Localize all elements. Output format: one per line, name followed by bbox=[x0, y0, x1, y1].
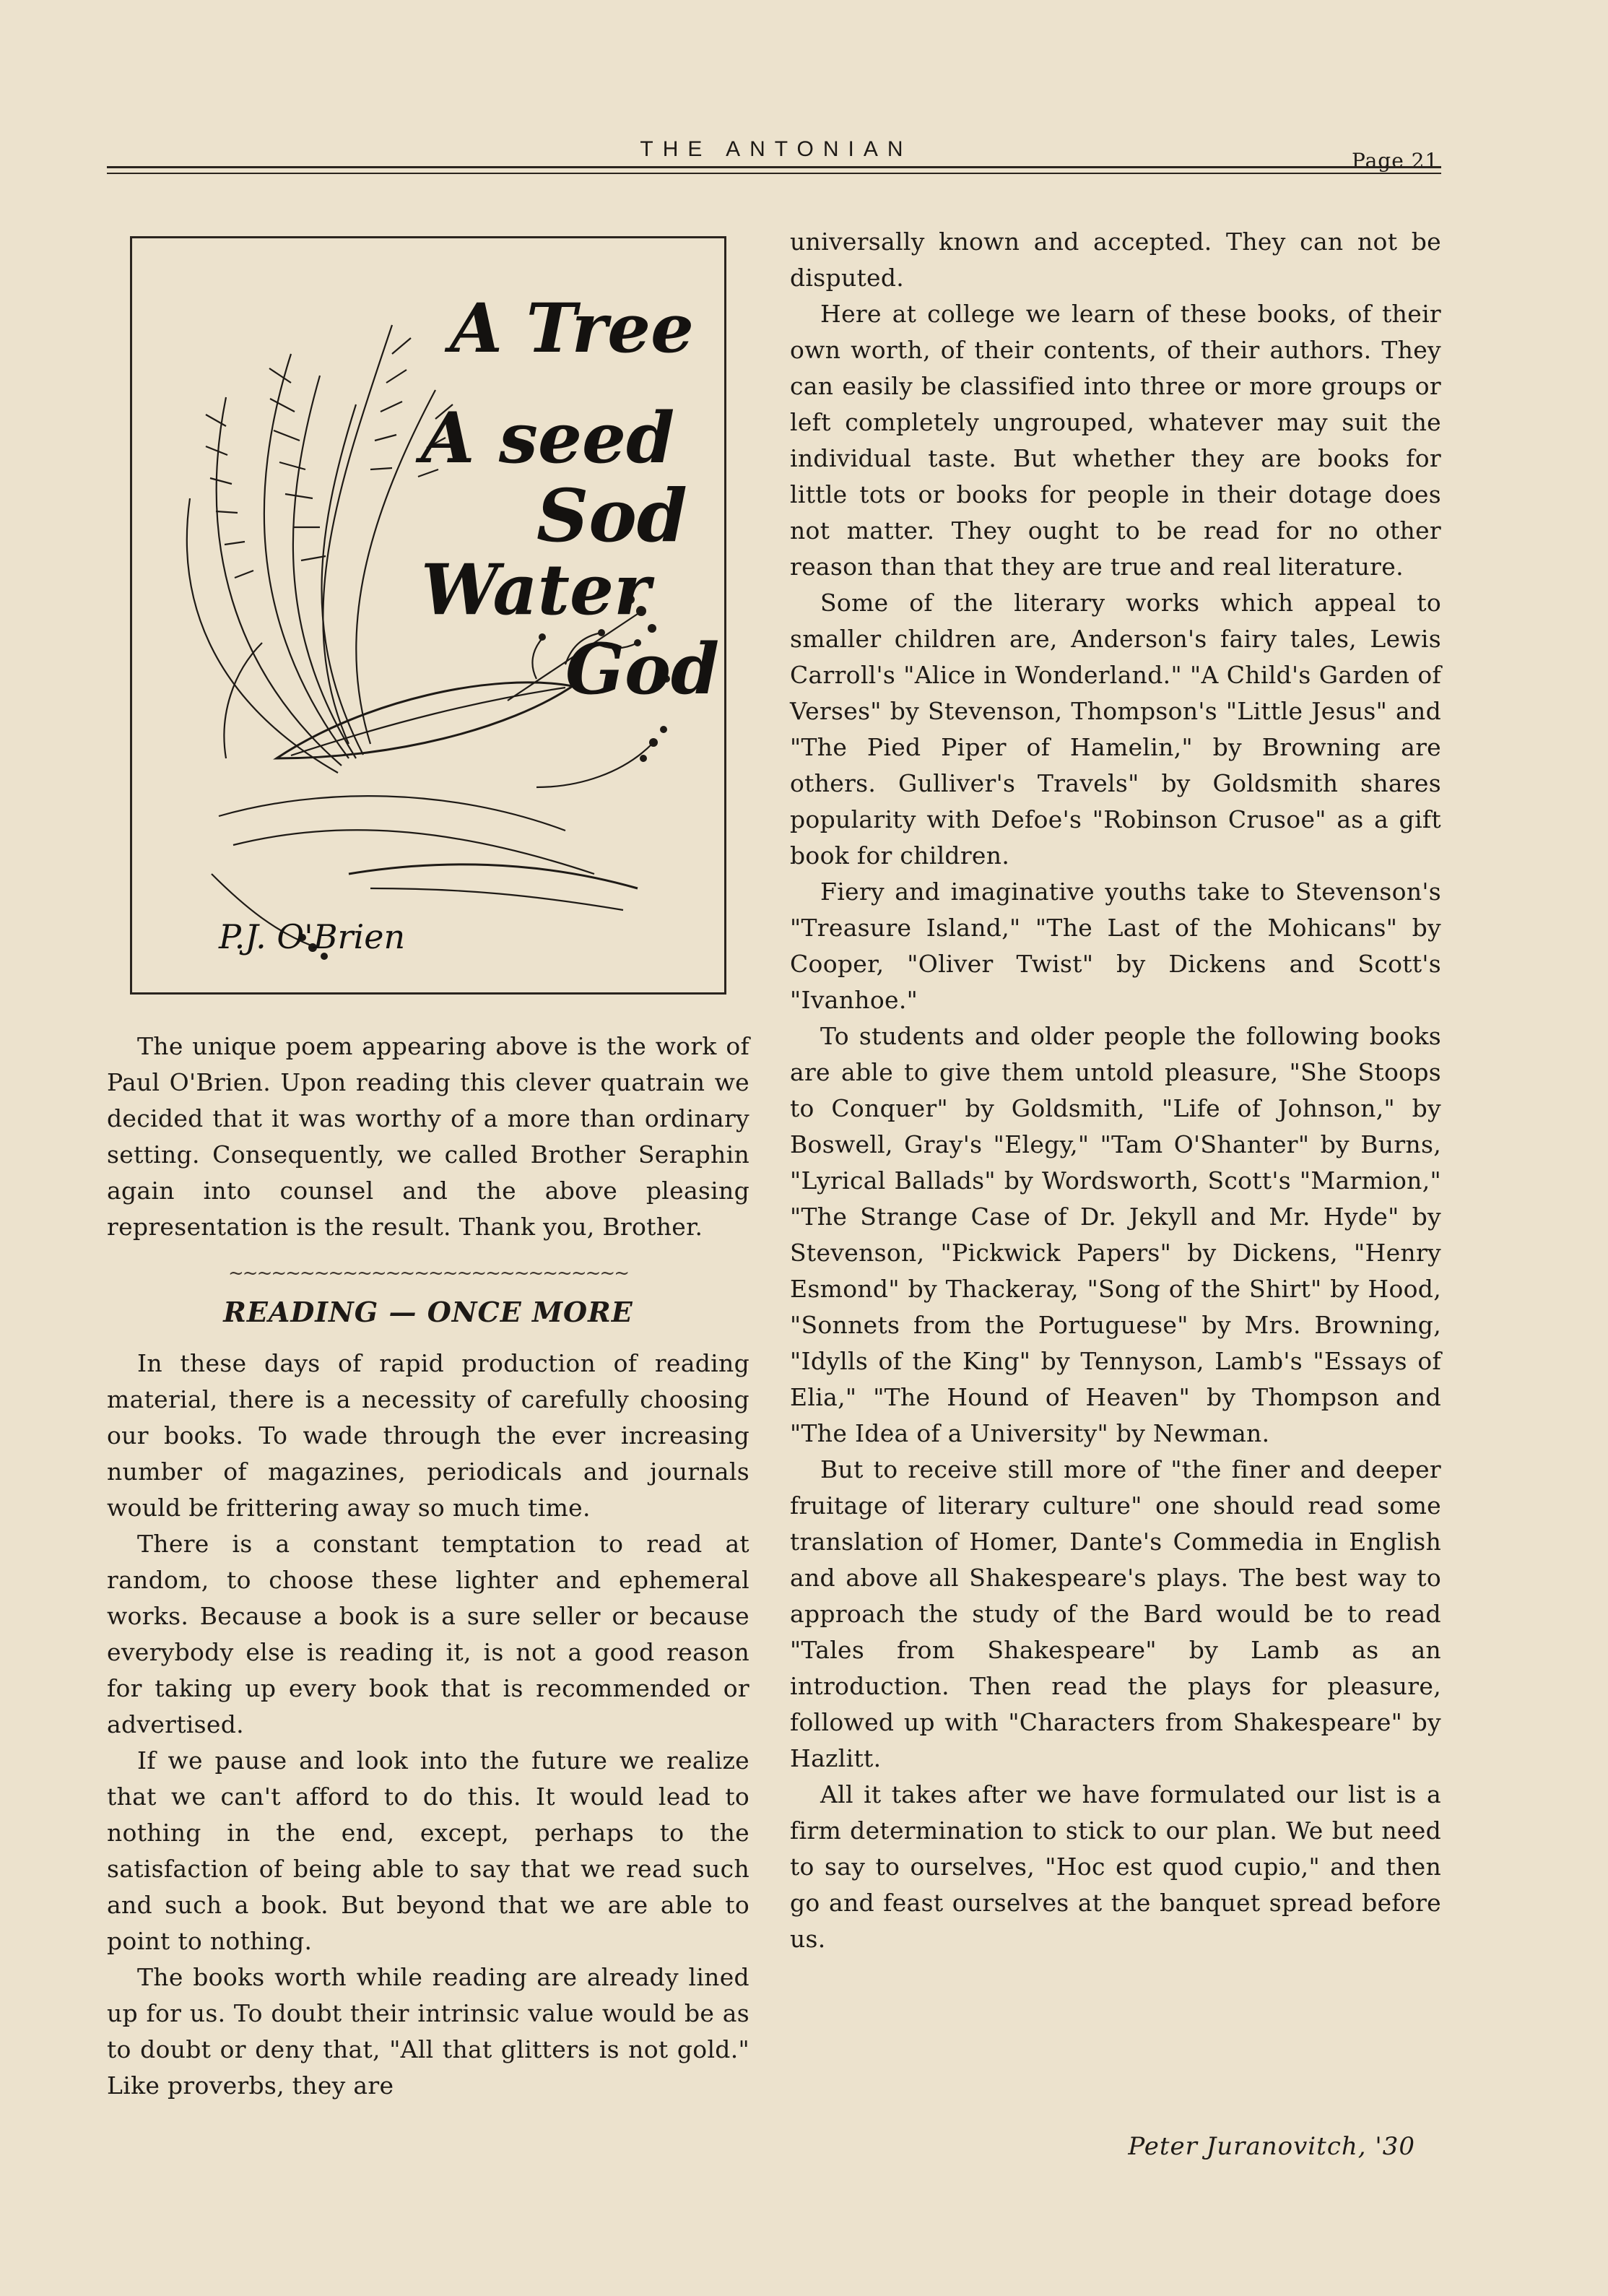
left-column bbox=[107, 1028, 749, 2104]
right-column bbox=[790, 224, 1441, 1957]
article-paragraph: But to receive still more of "the finer and deeper fruitage of literary culture" one should read some translation of Homer, Dante's Commedia in English and above all Shakespeare's plays. The best way to approach the study of the Bard would be to read "Tales from Shakespeare" by Lamb as an introduction. Then read the plays for pleasure, followed up with "Characters from Shakespeare" by Hazlitt. bbox=[790, 1455, 1441, 1772]
article-paragraph: There is a constant temptation to read at random, to choose these lighter and ephemeral works. Because a book is a sure seller or because everybody else is reading it, is not a good reason for taking up every book that is recommended or advertised. bbox=[107, 1530, 749, 1738]
poem-line-3: Sod bbox=[536, 473, 687, 558]
artist-signature: P.J. O'Brien bbox=[219, 917, 406, 956]
poem-line-5: God bbox=[565, 628, 720, 710]
ornament-divider: ~~~~~~~~~~~~~~~~~~~~~~~~~~~~ bbox=[228, 1262, 628, 1284]
header-rule-top bbox=[107, 166, 1441, 168]
poem-line-1: A Tree bbox=[450, 289, 694, 368]
author-signature: Peter Juranovitch, '30 bbox=[1128, 2132, 1415, 2161]
article-title: READING — ONCE MORE bbox=[223, 1296, 633, 1328]
article-paragraph: To students and older people the following books are able to give them untold pleasure, "She Stoops to Conquer" by Goldsmith, "Life of Johnson," by Boswell, Gray's "Elegy," "Tam O'Shanter" by Burns, "Lyrical Ballads" by Wordsworth, Scott's "Marmion," "The Strange Case of Dr. Jekyll and Mr. Hyde" by Stevenson, "Pickwick Papers" by Dickens, "Henry Esmond" by Thackeray, "Song of the Shirt" by Hood, "Sonnets from the Portuguese" by Mrs. Browning, "Idylls of the King" by Tennyson, Lamb's "Essays of Elia," "The Hound of Heaven" by Thompson and "The Idea of a University" by Newman. bbox=[790, 1022, 1441, 1447]
poem-line-4: Water bbox=[421, 549, 651, 631]
article-paragraph: Here at college we learn of these books, of their own worth, of their contents, of their authors. They can easily be classified into three or more groups or left completely ungrouped, whatever may suit the individual taste. But whether they are books for little tots or books for people in their dotage does not matter. They ought to be read for no other reason than that they are true and real literature. bbox=[790, 300, 1441, 581]
intro-paragraph: The unique poem appearing above is the work of Paul O'Brien. Upon reading this clever quatrain we decided that it was worthy of a more than ordinary setting. Consequently, we called Brother Seraphin again into counsel and the above pleasing representation is the result. Thank you, Brother. bbox=[107, 1032, 749, 1241]
article-paragraph: In these days of rapid production of reading material, there is a necessity of carefully choosing our books. To wade through the ever increasing number of magazines, periodicals and journals would be frittering away so much time. bbox=[107, 1349, 749, 1522]
poem-illustration bbox=[130, 236, 726, 995]
article-paragraph: All it takes after we have formulated our list is a firm determination to stick to our plan. We but need to say to ourselves, "Hoc est quod cupio," and then go and feast ourselves at the banquet spread before us. bbox=[790, 1780, 1441, 1953]
article-paragraph: If we pause and look into the future we realize that we can't afford to do this. It would lead to nothing in the end, except, perhaps to the satisfaction of being able to say that we read such and such a book. But beyond that we are able to point to nothing. bbox=[107, 1746, 749, 1955]
poem-line-2: A seed bbox=[421, 397, 675, 479]
article-paragraph: Fiery and imaginative youths take to Stevenson's "Treasure Island," "The Last of the Mohicans" by Cooper, "Oliver Twist" by Dickens and Scott's "Ivanhoe." bbox=[790, 878, 1441, 1014]
article-paragraph: The books worth while reading are already lined up for us. To doubt their intrinsic value would be as to doubt or deny that, "All that glitters is not gold." Like proverbs, they are bbox=[107, 1963, 749, 2100]
page-number: Page 21 bbox=[1352, 149, 1439, 173]
publication-title: THE ANTONIAN bbox=[640, 137, 913, 161]
continued-paragraph: universally known and accepted. They can not be disputed. bbox=[790, 228, 1441, 292]
article-paragraph: Some of the literary works which appeal to smaller children are, Anderson's fairy tales, Lewis Carroll's "Alice in Wonderland." "A Child's Garden of Verses" by Stevenson, Thompson's "Little Jesus" and "The Pied Piper of Hamelin," by Browning are others. Gulliver's Travels" by Goldsmith shares popularity with Defoe's "Robinson Crusoe" as a gift book for children. bbox=[790, 589, 1441, 870]
header-rule-bottom bbox=[107, 173, 1441, 174]
